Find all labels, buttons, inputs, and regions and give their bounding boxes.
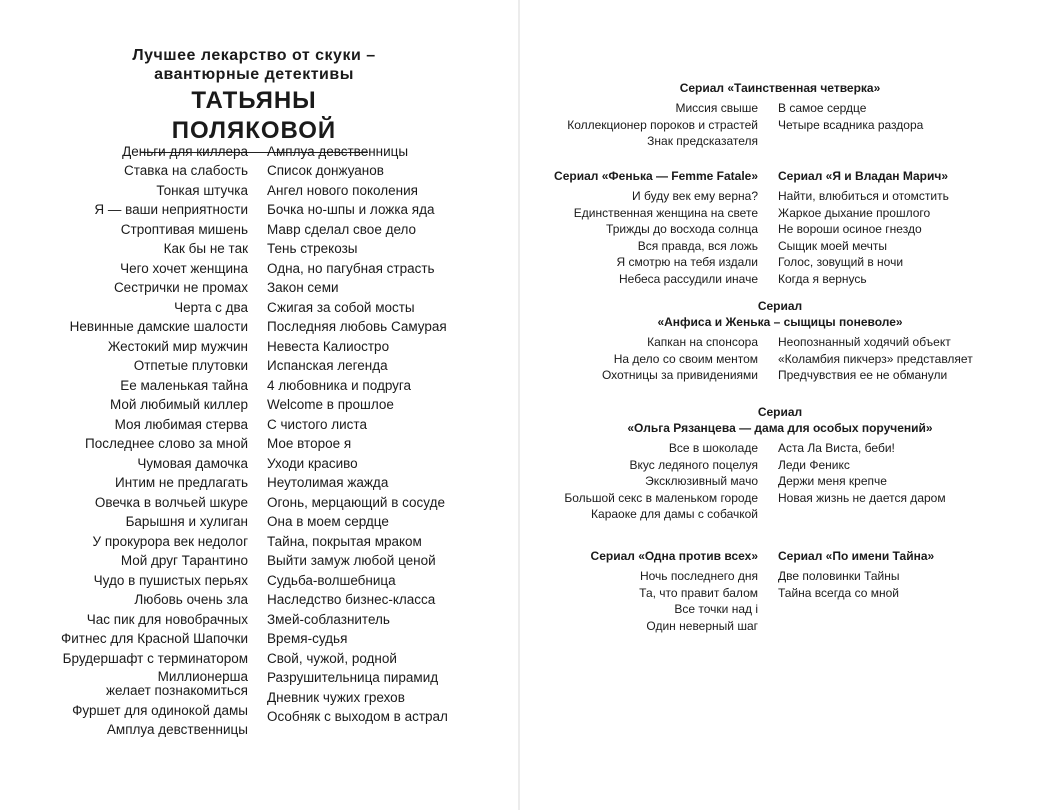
book-title: Последнее слово за мной: [85, 436, 248, 451]
book-title: Чудо в пушистых перьях: [93, 572, 248, 588]
series-pair: [520, 548, 1040, 634]
book-title: Капкан на спонсора: [647, 335, 758, 349]
book-title: Чумовая дамочка: [137, 455, 248, 471]
book-title: С чистого листа: [267, 416, 367, 432]
book-title: Одна, но пагубная страсть: [267, 260, 435, 276]
titles-column-right: [267, 141, 507, 726]
book-title: Наследство бизнес-класса: [267, 592, 436, 607]
series-books: [520, 440, 1040, 523]
book-title: Невеста Калиостро: [267, 338, 390, 354]
book-title: Знак предсказателя: [647, 134, 758, 148]
book-title: Моя любимая стерва: [114, 416, 248, 432]
book-title: Фитнес для Красной Шапочки: [60, 631, 248, 646]
book-title: Невинные дамские шалости: [69, 319, 248, 334]
book-title: Список донжуанов: [267, 163, 384, 178]
book-title: Небеса рассудили иначе: [619, 271, 758, 286]
series-vladan-marich: [776, 168, 1040, 287]
book-title: Две половинки Тайны: [778, 569, 900, 583]
book-title: Голос, зовущий в ночи: [778, 255, 904, 269]
book-title: Мой любимый киллер: [110, 397, 248, 412]
series-odna-protiv-vseh-and-taina: [520, 548, 1040, 634]
book-title: Черта с два: [174, 299, 248, 315]
series-pair: [520, 168, 1040, 287]
book-title: Коллекционер пороков и страстей: [567, 117, 758, 132]
series-olga-ryazantseva: [520, 404, 1040, 523]
book-title: Неопознанный ходячий объект: [778, 335, 951, 349]
heading-line-2: авантюрные детективы: [154, 66, 354, 83]
book-title-continued: желает познакомиться: [106, 683, 248, 698]
book-title: Вкус ледяного поцелуя: [629, 457, 758, 472]
book-title: В самое сердце: [778, 101, 867, 115]
book-title: Четыре всадника раздора: [778, 117, 924, 132]
book-title: Аста Ла Виста, беби!: [778, 441, 895, 455]
book-title: Тонкая штучка: [156, 182, 248, 198]
book-title: Разрушительница пирамид: [267, 670, 439, 685]
series-column-right: [776, 100, 1040, 150]
series-title: Сериал «По имени Тайна»: [778, 549, 935, 563]
book-title: Трижды до восхода солнца: [606, 222, 758, 236]
book-title: Welcome в прошлое: [267, 397, 394, 412]
book-title: У прокурора век недолог: [92, 533, 248, 549]
series-column-left: [520, 100, 776, 150]
book-title: Испанская легенда: [267, 358, 388, 373]
book-title: Я — ваши неприятности: [94, 202, 248, 217]
book-title: Ставка на слабость: [124, 163, 248, 178]
book-title: Один неверный шаг: [646, 618, 758, 633]
book-title: Деньги для киллера: [122, 143, 248, 159]
series-title: Сериал: [757, 299, 803, 313]
book-title: Амплуа девственницы: [267, 143, 409, 159]
series-column-right: [776, 334, 1040, 384]
book-list-header: [118, 46, 390, 153]
series-column-left: [520, 334, 776, 384]
book-title: Огонь, мерцающий в сосуде: [267, 494, 445, 510]
series-column-left: [520, 440, 776, 523]
book-title: Как бы не так: [163, 241, 248, 256]
book-title: Единственная женщина на свете: [573, 205, 758, 220]
series-column-right: [776, 440, 1040, 523]
right-page: [520, 0, 1040, 810]
book-title: Мой друг Тарантино: [120, 553, 248, 568]
series-tainstvennaya-chetverka: [520, 80, 1040, 150]
book-title: Она в моем сердце: [267, 514, 389, 529]
book-title: Вся правда, вся ложь: [637, 238, 758, 253]
book-title: Все в шоколаде: [668, 441, 758, 455]
book-title: Любовь очень зла: [134, 592, 248, 607]
series-title: Сериал «Я и Владан Марич»: [778, 169, 949, 183]
book-title: Бочка но-шпы и ложка яда: [267, 202, 435, 217]
book-title: Амплуа девственницы: [106, 722, 248, 737]
book-title: Закон семи: [267, 280, 339, 295]
author-name: ТАТЬЯНЫ ПОЛЯКОВОЙ: [171, 87, 337, 144]
book-title: Новая жизнь не дается даром: [778, 490, 946, 505]
book-title: Выйти замуж любой ценой: [267, 553, 436, 568]
book-title: Ангел нового поколения: [267, 182, 418, 198]
series-odna-protiv-vseh: [520, 548, 776, 634]
book-title: Брудершафт с терминатором: [62, 650, 248, 666]
book-title: Миллионерша: [157, 669, 248, 684]
book-title: Держи меня крепче: [778, 474, 887, 488]
book-title: Время-судья: [267, 631, 348, 646]
book-title: Интим не предлагать: [115, 475, 248, 490]
book-title: Мавр сделал свое дело: [267, 221, 417, 237]
book-title: Сжигая за собой мосты: [267, 299, 415, 315]
left-page: [0, 0, 518, 810]
book-title: Неутолимая жажда: [267, 475, 389, 490]
series-title: Сериал «Одна против всех»: [590, 549, 758, 563]
book-title: Та, что правит балом: [639, 585, 758, 600]
book-title: Дневник чужих грехов: [267, 689, 405, 705]
book-title: На дело со своим ментом: [613, 351, 758, 366]
book-title: Тень стрекозы: [267, 241, 358, 256]
book-title: Охотницы за привидениями: [601, 368, 758, 382]
series-title: Сериал «Фенька — Femme Fatale»: [554, 169, 758, 183]
book-title: Чего хочет женщина: [120, 260, 248, 276]
book-title: Уходи красиво: [267, 455, 358, 471]
book-title: Тайна всегда со мной: [778, 585, 899, 600]
book-title: Эксклюзивный мачо: [645, 474, 758, 488]
series-fenka-and-vladan: [520, 168, 1040, 287]
book-title: И буду век ему верна?: [632, 189, 758, 203]
book-title: Я смотрю на тебя издали: [616, 255, 758, 269]
book-title: Сыщик моей мечты: [778, 238, 887, 253]
series-title-continued: «Ольга Рязанцева — дама для особых поручений»: [627, 421, 933, 435]
series-books: [520, 100, 1040, 150]
series-title: Сериал «Таинственная четверка»: [679, 81, 881, 95]
book-title: Миссия свыше: [675, 101, 758, 115]
book-title: Караоке для дамы с собачкой: [591, 507, 758, 521]
series-po-imeni-taina: [776, 548, 1040, 634]
series-title: Сериал: [757, 405, 803, 419]
book-title: Леди Феникс: [778, 457, 850, 472]
book-title: Не вороши осиное гнездо: [778, 222, 922, 236]
book-title: 4 любовника и подруга: [267, 377, 412, 393]
book-title: Жаркое дыхание прошлого: [778, 205, 931, 220]
book-title: Сестрички не промах: [113, 280, 248, 295]
book-title: Строптивая мишень: [120, 221, 248, 237]
book-title: Последняя любовь Самурая: [267, 319, 447, 334]
book-title: Жестокий мир мужчин: [107, 338, 248, 354]
book-title: Мое второе я: [267, 436, 352, 451]
book-title: Особняк с выходом в астрал: [267, 709, 448, 724]
series-fenka: [520, 168, 776, 287]
titles-column-left: [8, 141, 248, 739]
book-title: Ночь последнего дня: [639, 569, 758, 583]
book-title: Час пик для новобрачных: [86, 611, 248, 627]
book-title: Большой секс в маленьком городе: [564, 490, 758, 505]
book-title: Фуршет для одинокой дамы: [72, 702, 248, 718]
series-title-continued: «Анфиса и Женька – сыщицы поневоле»: [657, 315, 903, 329]
book-title: Когда я вернусь: [778, 271, 867, 286]
book-title: Найти, влюбиться и отомстить: [778, 189, 949, 203]
book-title: Тайна, покрытая мраком: [267, 533, 422, 549]
book-title: Судьба-волшебница: [267, 572, 396, 588]
series-books: [520, 334, 1040, 384]
book-title: Все точки над i: [674, 602, 758, 616]
book-title: Предчувствия ее не обманули: [778, 368, 948, 382]
book-title: Свой, чужой, родной: [267, 650, 397, 666]
book-title: Отпетые плутовки: [133, 358, 248, 373]
book-title: Змей-соблазнитель: [267, 611, 390, 627]
book-title: Барышня и хулиган: [125, 514, 248, 529]
book-title: «Коламбия пикчерз» представляет: [778, 351, 973, 366]
heading-line-1: Лучшее лекарство от скуки –: [132, 47, 376, 64]
series-anfisa-i-zhenka: [520, 298, 1040, 384]
book-title: Ее маленькая тайна: [120, 377, 248, 393]
book-title: Овечка в волчьей шкуре: [94, 494, 248, 510]
